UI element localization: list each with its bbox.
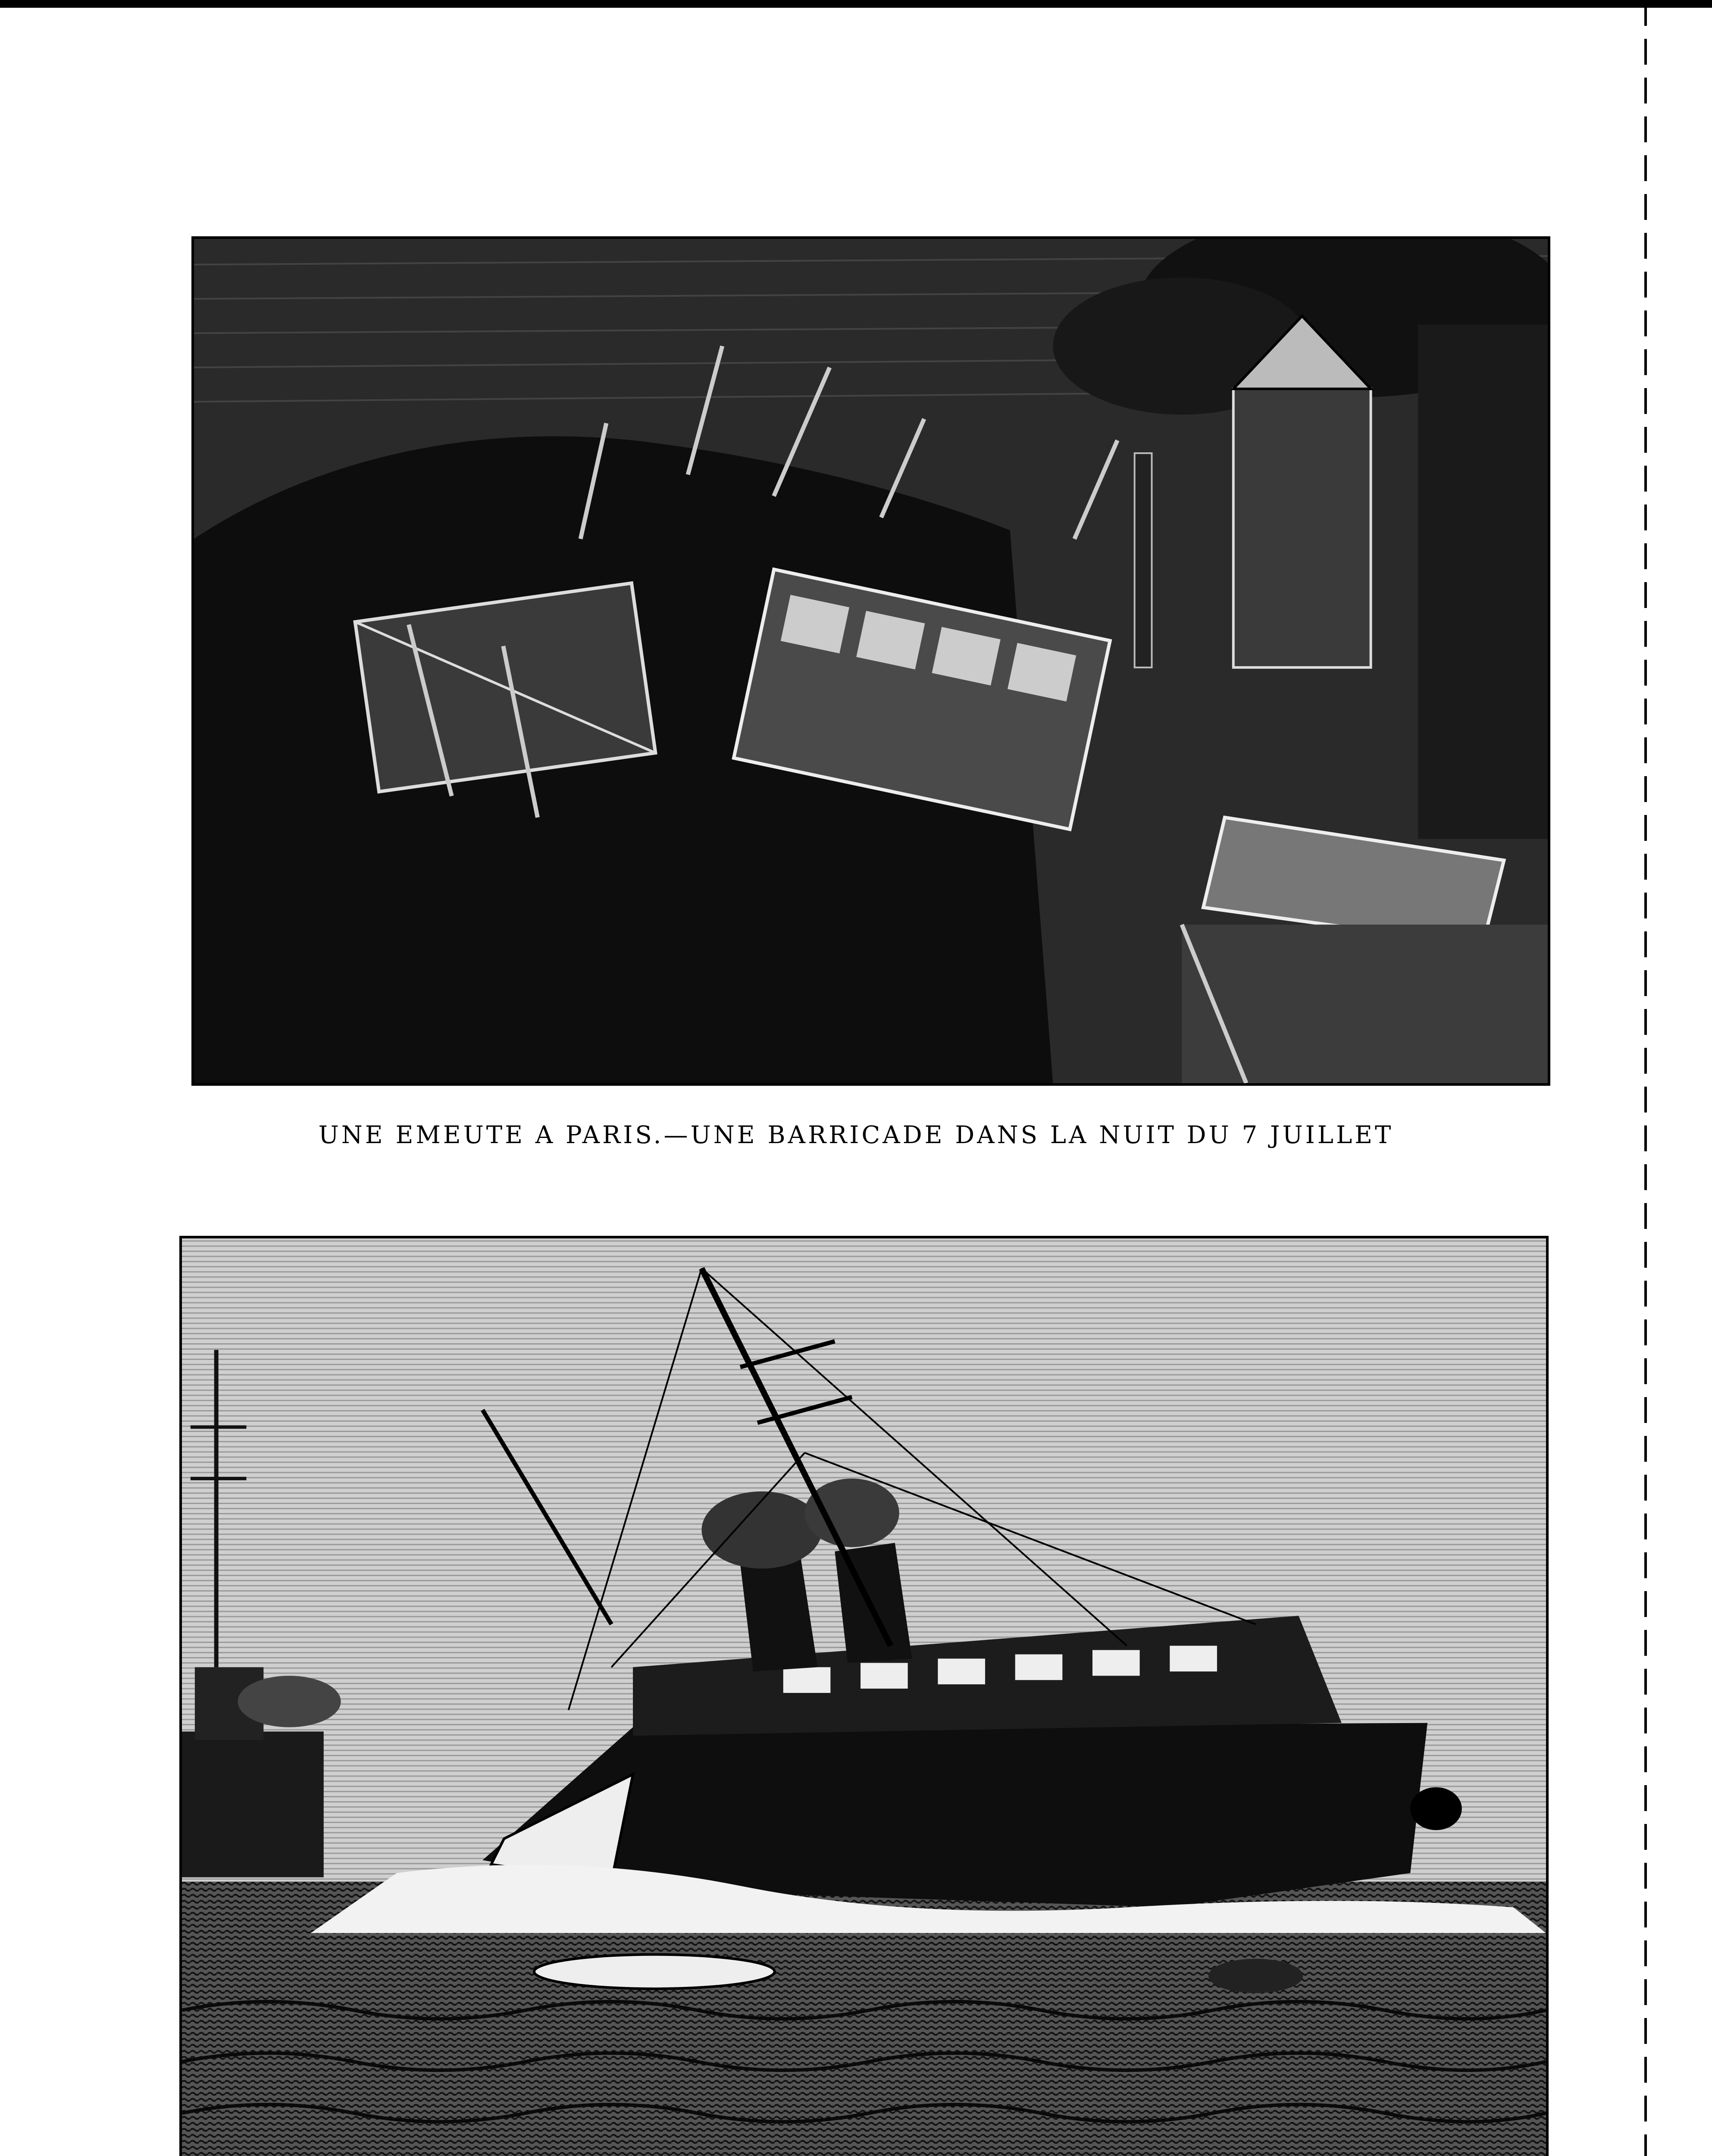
shipwreck-engraving [179, 1236, 1549, 2156]
page-edge-top [0, 0, 1712, 8]
riot-engraving [191, 236, 1550, 1086]
page-edge-right [1643, 0, 1648, 2156]
riot-caption: UNE EMEUTE A PARIS.—UNE BARRICADE DANS LA NUIT DU 7 JUILLET [318, 1121, 1394, 1149]
